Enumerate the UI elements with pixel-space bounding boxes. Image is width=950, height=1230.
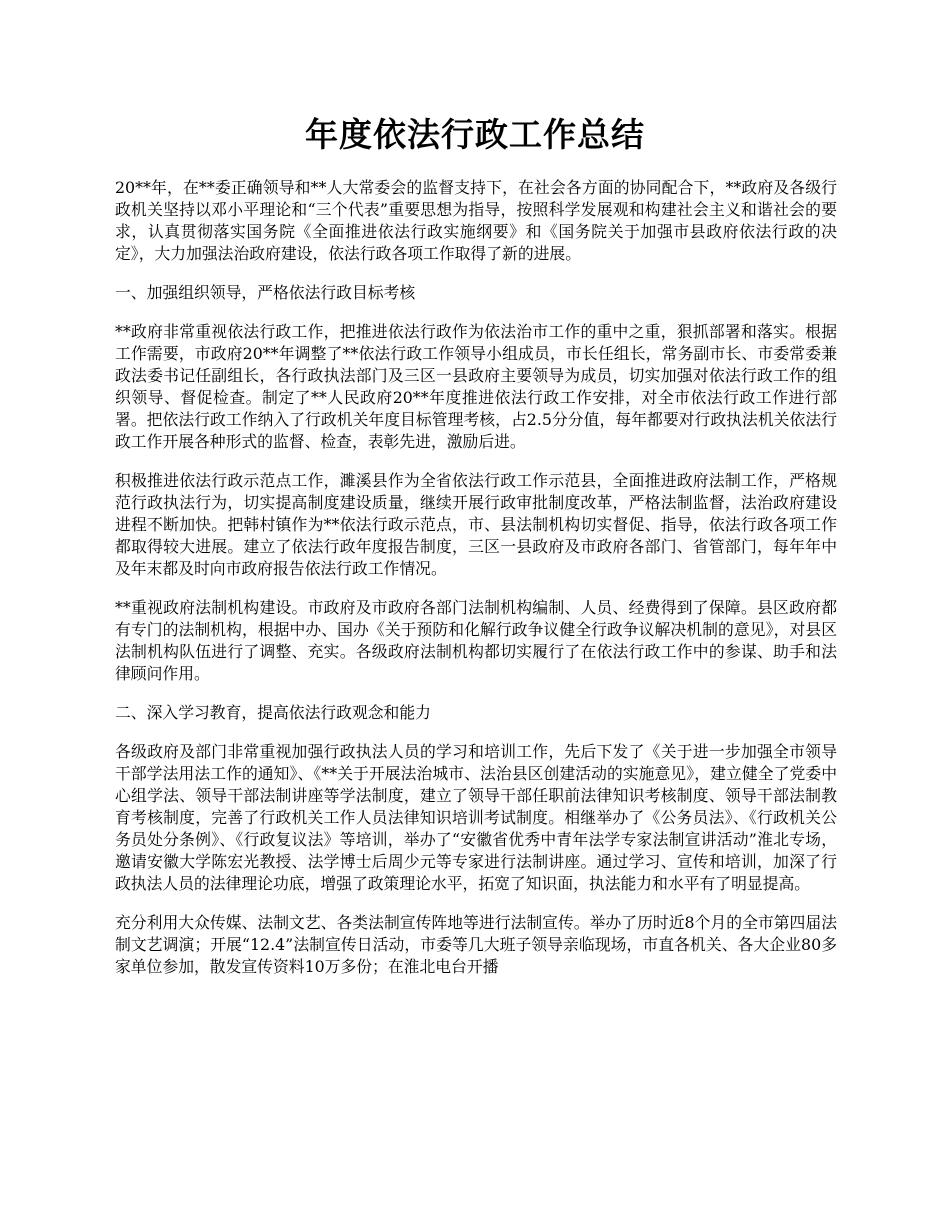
body-paragraph: **政府非常重视依法行政工作，把推进依法行政作为依法治市工作的重中之重，狠抓部署和落实。根据工作需要，市政府20**年调整了**依法行政工作领导小组成员，市长任组长，常务副市长、市委常委兼政法委书记任副组长，各行政执法部门及三区一县政府主要领导为成员，切实加强对依法行政工作的组织领导、督促检查。制定了**人民政府20**年度推进依法行政工作安排，对全市依法行政工作进行部署。把依法行政工作纳入了行政机关年度目标管理考核，占2.5分分值，每年都要对行政执法机关依法行政工作开展各种形式的监督、检查，表彰先进，激励后进。 xyxy=(115,322,837,451)
body-paragraph: 积极推进依法行政示范点工作，濉溪县作为全省依法行政工作示范县，全面推进政府法制工作，严格规范行政执法行为，切实提高制度建设质量，继续开展行政审批制度改革，严格法制监督，法治政府建设进程不断加快。把韩村镇作为**依法行政示范点，市、县法制机构切实督促、指导，依法行政各项工作都取得较大进展。建立了依法行政年度报告制度，三区一县政府及市政府各部门、省管部门，每年年中及年末都及时向市政府报告依法行政工作情况。 xyxy=(115,471,837,578)
document-body xyxy=(115,177,837,995)
body-paragraph: 各级政府及部门非常重视加强行政执法人员的学习和培训工作，先后下发了《关于进一步加强全市领导干部学法用法工作的通知》、《**关于开展法治城市、法治县区创建活动的实施意见》，建立健全了党委中心组学法、领导干部法制讲座等学法制度，建立了领导干部任职前法律知识考核制度、领导干部法制教育考核制度，完善了行政机关工作人员法律知识培训考试制度。相继举办了《公务员法》、《行政机关公务员处分条例》、《行政复议法》等培训，举办了“安徽省优秀中青年法学专家法制宣讲活动”淮北专场，邀请安徽大学陈宏光教授、法学博士后周少元等专家进行法制讲座。通过学习、宣传和培训，加深了行政执法人员的法律理论功底，增强了政策理论水平，拓宽了知识面，执法能力和水平有了明显提高。 xyxy=(115,742,837,893)
body-paragraph: **重视政府法制机构建设。市政府及市政府各部门法制机构编制、人员、经费得到了保障。县区政府都有专门的法制机构，根据中办、国办《关于预防和化解行政争议健全行政争议解决机制的意见》，对县区法制机构队伍进行了调整、充实。各级政府法制机构都切实履行了在依法行政工作中的参谋、助手和法律顾问作用。 xyxy=(115,598,837,683)
body-paragraph: 充分利用大众传媒、法制文艺、各类法制宣传阵地等进行法制宣传。举办了历时近8个月的全市第四届法制文艺调演；开展“12.4”法制宣传日活动，市委等几大班子领导亲临现场，市直各机关、各大企业80多家单位参加，散发宣传资料10万多份；在淮北电台开播 xyxy=(115,913,837,976)
intro-paragraph: 20**年，在**委正确领导和**人大常委会的监督支持下，在社会各方面的协同配合下，**政府及各级行政机关坚持以邓小平理论和“三个代表”重要思想为指导，按照科学发展观和构建社会主义和谐社会的要求，认真贯彻落实国务院《全面推进依法行政实施纲要》和《国务院关于加强市县政府依法行政的决定》，大力加强法治政府建设，依法行政各项工作取得了新的进展。 xyxy=(115,178,837,263)
section-heading-2: 二、深入学习教育，提高依法行政观念和能力 xyxy=(115,703,431,722)
document-title: 年度依法行政工作总结 xyxy=(305,115,645,154)
section-heading-1: 一、加强组织领导，严格依法行政目标考核 xyxy=(115,283,416,302)
